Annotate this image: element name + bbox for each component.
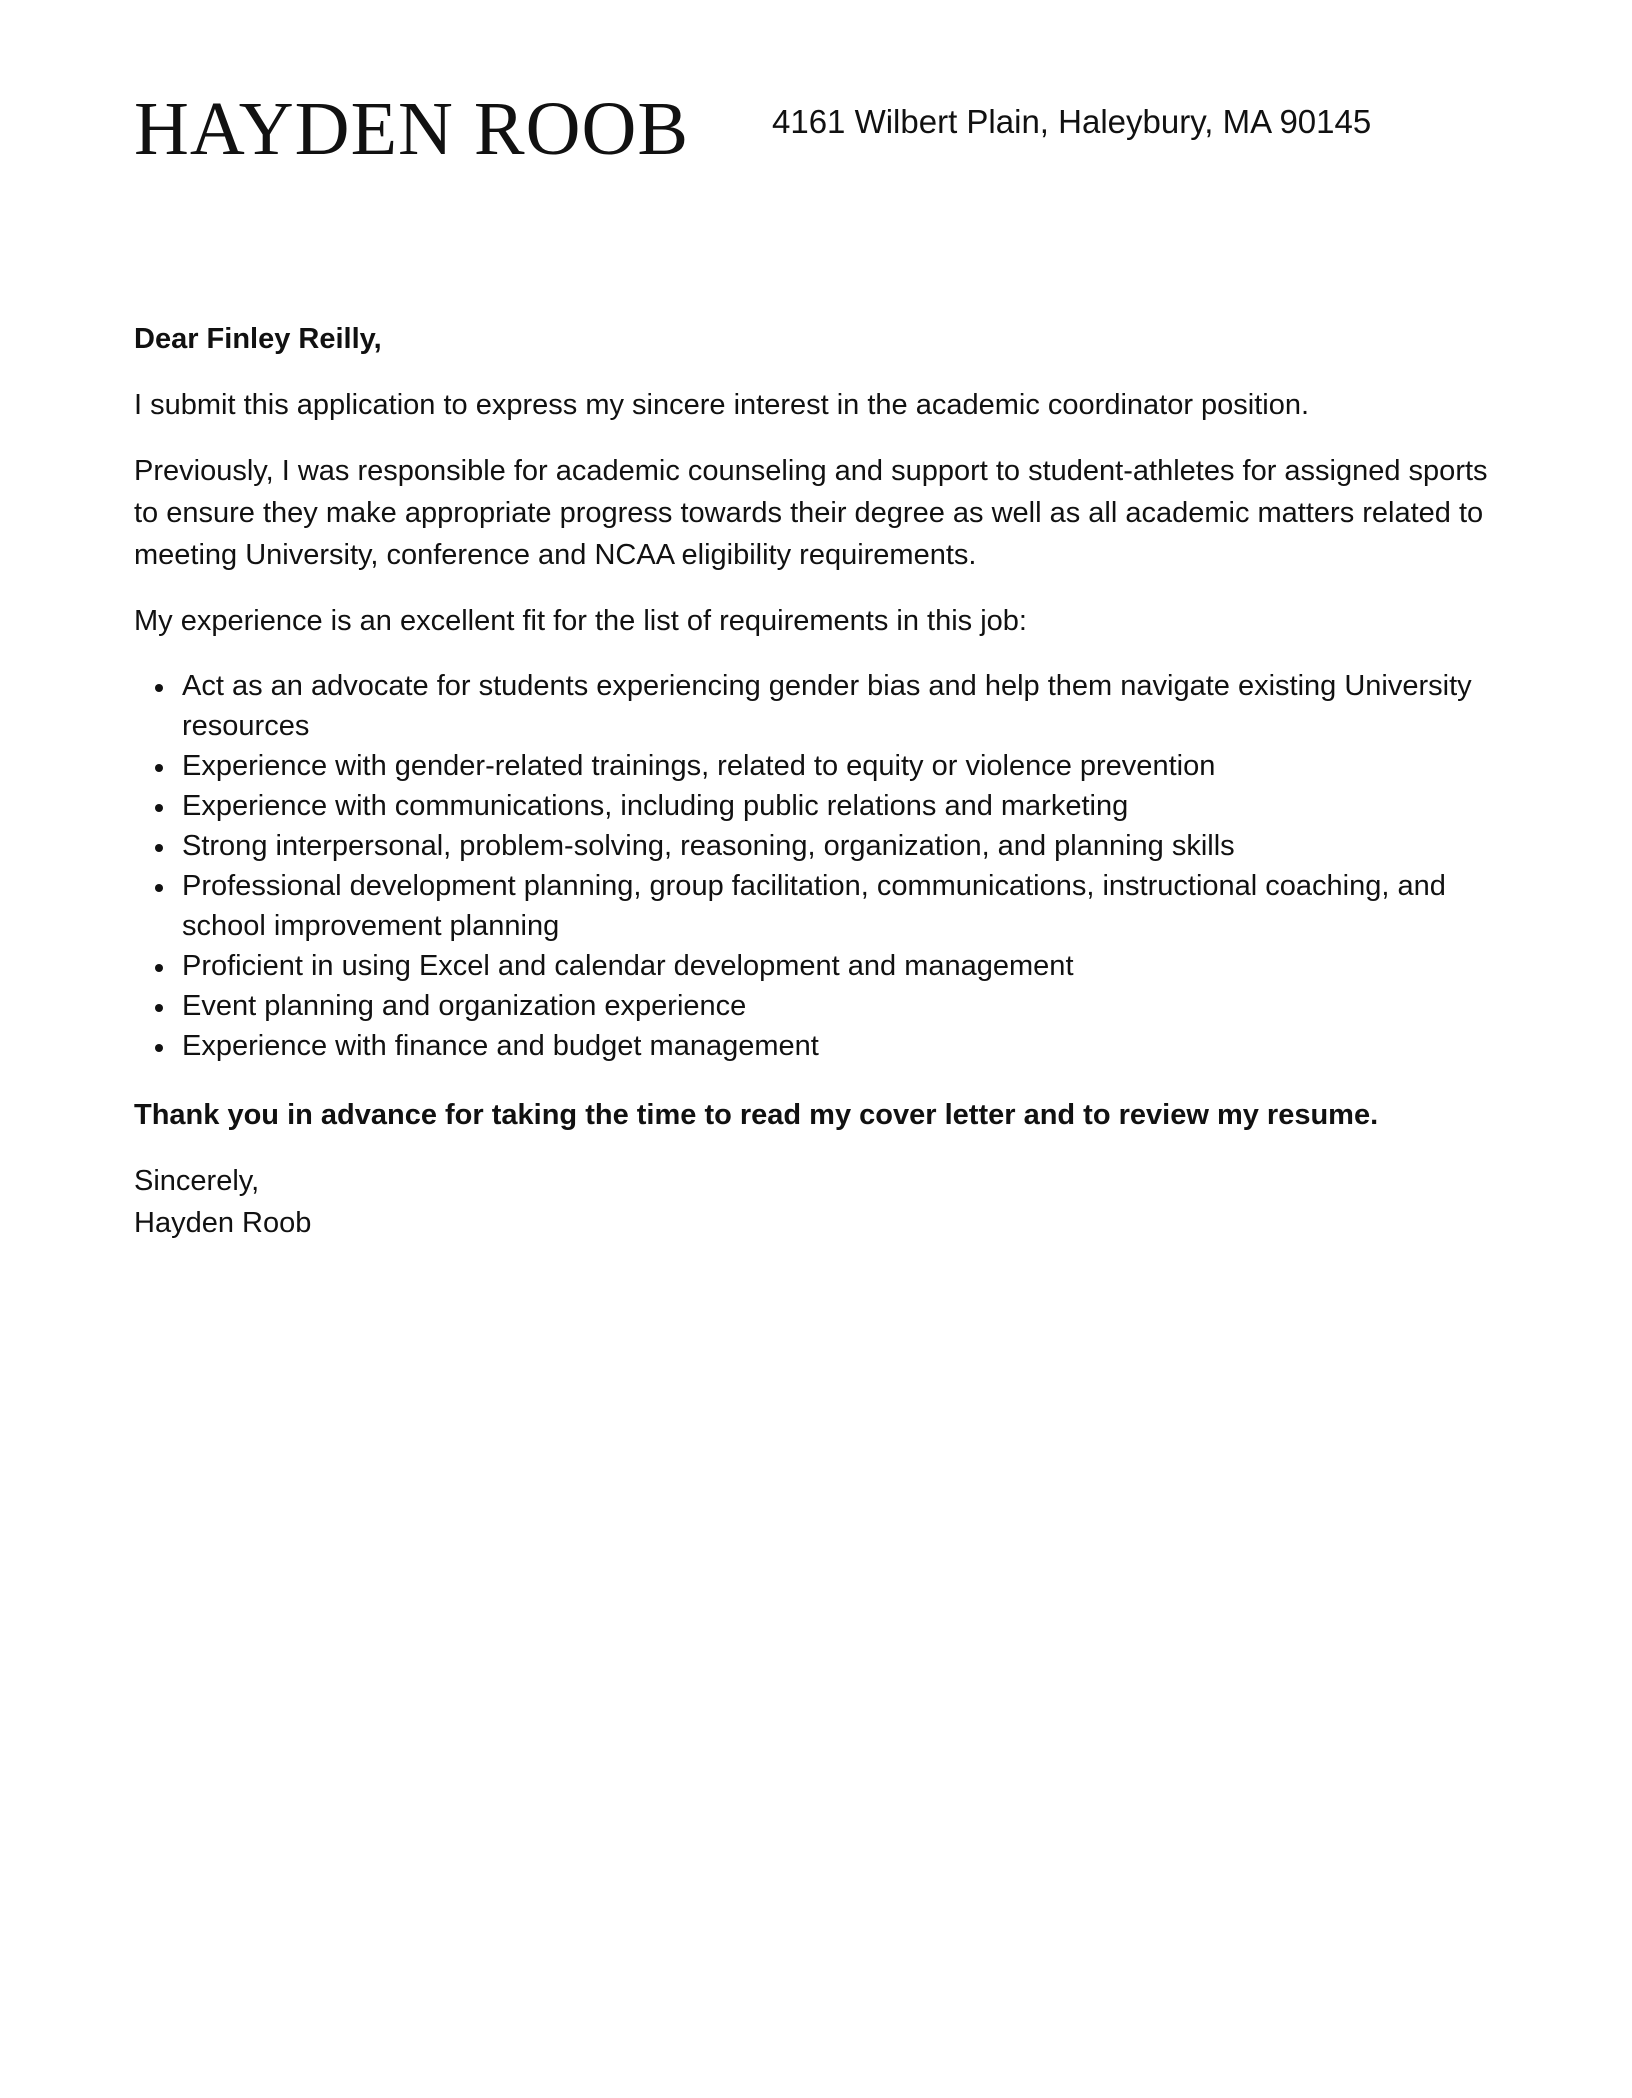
signature: Hayden Roob (134, 1207, 312, 1239)
experience-paragraph: Previously, I was responsible for academic counseling and support to student-athletes for assigned sports to ensure they make appropriate progress towards their degree as well as all academic matters related to meeting University, conference and NCAA eligibility requirements. (134, 455, 1488, 571)
closing-paragraph: Thank you in advance for taking the time to read my cover letter and to review my resume. (134, 1099, 1379, 1131)
salutation: Dear Finley Reilly, (134, 323, 382, 355)
intro-paragraph: I submit this application to express my sincere interest in the academic coordinator position. (134, 389, 1310, 421)
list-item: Professional development planning, group facilitation, communications, instructional coaching, and school improvement planning (134, 866, 1504, 946)
applicant-name: HAYDEN ROOB (134, 87, 690, 171)
requirements-list (134, 666, 1504, 1066)
letter-body (134, 318, 1504, 1244)
list-item: Strong interpersonal, problem-solving, reasoning, organization, and planning skills (134, 826, 1504, 866)
signoff: Sincerely, (134, 1165, 260, 1197)
list-item: Experience with gender-related trainings, related to equity or violence prevention (134, 746, 1504, 786)
list-item: Proficient in using Excel and calendar development and management (134, 946, 1504, 986)
applicant-address: 4161 Wilbert Plain, Haleybury, MA 90145 (772, 103, 1372, 140)
list-item: Act as an advocate for students experiencing gender bias and help them navigate existing University resources (134, 666, 1504, 746)
list-item: Event planning and organization experience (134, 986, 1504, 1026)
list-item: Experience with finance and budget management (134, 1026, 1504, 1066)
fit-intro-paragraph: My experience is an excellent fit for the list of requirements in this job: (134, 605, 1027, 637)
list-item: Experience with communications, including public relations and marketing (134, 786, 1504, 826)
letter-header (134, 84, 1504, 174)
